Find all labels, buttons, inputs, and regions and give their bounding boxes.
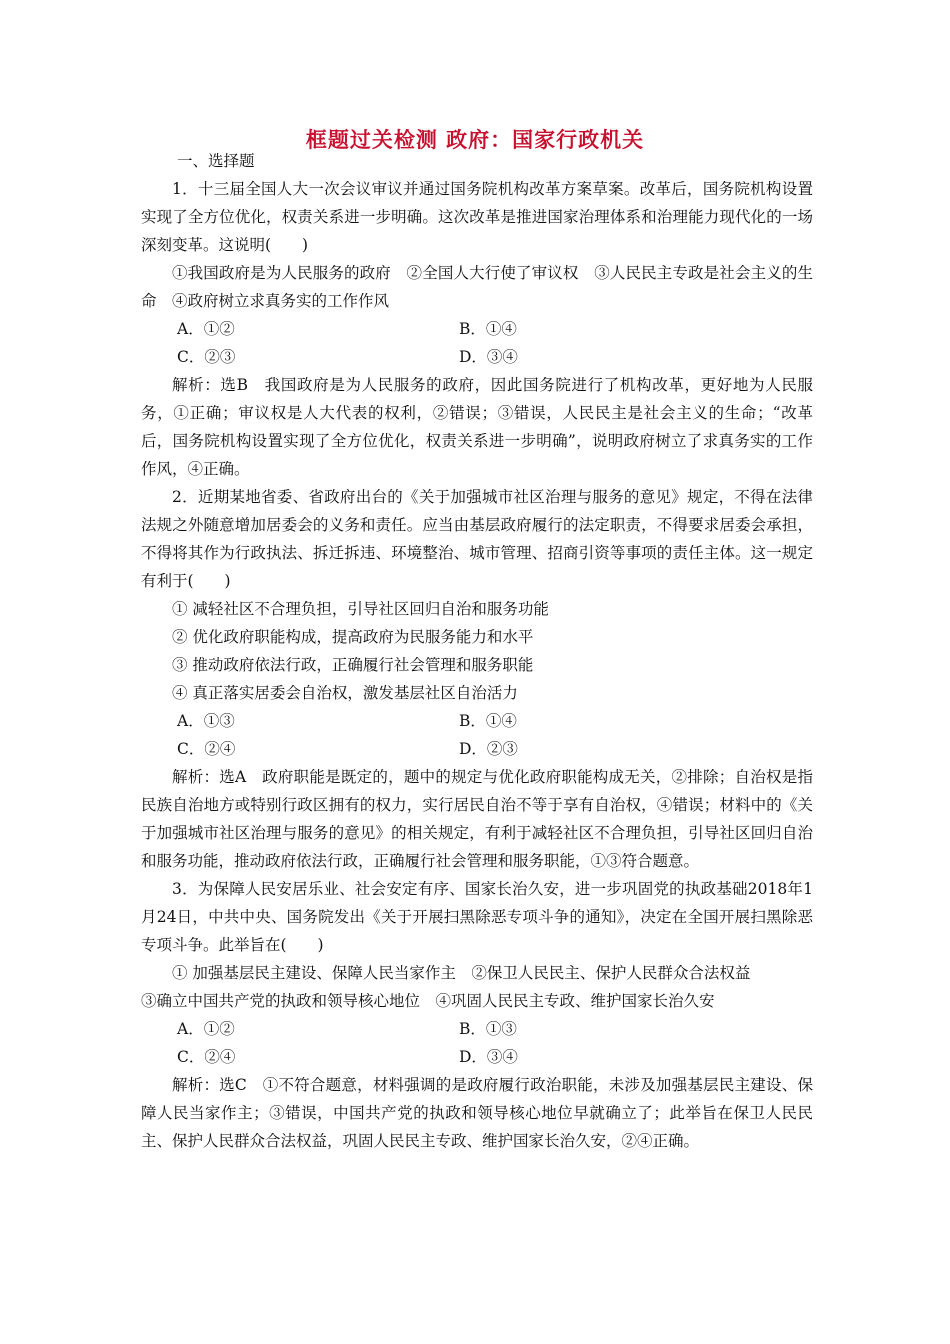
section-heading: 一、选择题: [177, 152, 255, 170]
question-3-items-line-2: ③确立中国共产党的执政和领导核心地位 ④巩固人民民主专政、维护国家长治久安: [141, 992, 715, 1010]
question-2-item-4: ④ 真正落实居委会自治权，激发基层社区自治活力: [172, 684, 518, 702]
question-1-option-b: B．①④: [459, 320, 517, 338]
question-3-option-a: A．①②: [177, 1020, 235, 1038]
question-1-items: ①我国政府是为人民服务的政府 ②全国人大行使了审议权 ③人民民主专政是社会主义的生命 ④政府树立求真务实的工作作风: [141, 264, 813, 310]
question-1-analysis: 解析：选B 我国政府是为人民服务的政府，因此国务院进行了机构改革，更好地为人民服务，①正确；审议权是人大代表的权利，②错误；③错误，人民民主是社会主义的生命；“改革后，国务院机构设置实现了全方位优化，权责关系进一步明确”，说明政府树立了求真务实的工作作风，④正确。: [141, 376, 813, 478]
question-1-option-d: D．③④: [459, 348, 518, 366]
question-3-options-row-1: [141, 1015, 813, 1043]
question-1-options-row-1: [141, 315, 813, 343]
question-3-option-c: C．②④: [177, 1048, 236, 1066]
question-1-option-c: C．②③: [177, 348, 236, 366]
question-3-option-d: D．③④: [459, 1048, 518, 1066]
document-body: [141, 147, 813, 1155]
question-2-option-c: C．②④: [177, 740, 236, 758]
question-2-item-1: ① 减轻社区不合理负担，引导社区回归自治和服务功能: [172, 600, 549, 618]
question-3-option-b: B．①③: [459, 1020, 517, 1038]
question-3-stem: 3．为保障人民安居乐业、社会安定有序、国家长治久安，进一步巩固党的执政基础2018年1月24日，中共中央、国务院发出《关于开展扫黑除恶专项斗争的通知》，决定在全国开展扫黑除恶专项斗争。此举旨在( ): [141, 880, 813, 954]
question-2-option-d: D．②③: [459, 740, 518, 758]
question-3-items-line-1: ① 加强基层民主建设、保障人民当家作主 ②保卫人民民主、保护人民群众合法权益: [172, 964, 751, 982]
question-2-options-row-1: [141, 707, 813, 735]
question-1-option-a: A．①②: [177, 320, 235, 338]
question-2-analysis: 解析：选A 政府职能是既定的，题中的规定与优化政府职能构成无关，②排除；自治权是指民族自治地方或特别行政区拥有的权力，实行居民自治不等于享有自治权，④错误；材料中的《关于加强城市社区治理与服务的意见》的相关规定，有利于减轻社区不合理负担，引导社区回归自治和服务功能，推动政府依法行政，正确履行社会管理和服务职能，①③符合题意。: [141, 768, 813, 870]
question-2-item-2: ② 优化政府职能构成，提高政府为民服务能力和水平: [172, 628, 534, 646]
question-1-stem: 1．十三届全国人大一次会议审议并通过国务院机构改革方案草案。改革后，国务院机构设置实现了全方位优化，权责关系进一步明确。这次改革是推进国家治理体系和治理能力现代化的一场深刻变革。这说明( ): [141, 180, 813, 254]
question-2-stem: 2．近期某地省委、省政府出台的《关于加强城市社区治理与服务的意见》规定，不得在法律法规之外随意增加居委会的义务和责任。应当由基层政府履行的法定职责，不得要求居委会承担，不得将其作为行政执法、拆迁拆违、环境整治、城市管理、招商引资等事项的责任主体。这一规定有利于( ): [141, 488, 813, 590]
question-3-options-row-2: [141, 1043, 813, 1071]
question-2-item-3: ③ 推动政府依法行政，正确履行社会管理和服务职能: [172, 656, 534, 674]
question-1-options-row-2: [141, 343, 813, 371]
page-title: 框题过关检测 政府：国家行政机关: [305, 127, 645, 152]
question-2-option-a: A．①③: [177, 712, 235, 730]
question-2-options-row-2: [141, 735, 813, 763]
question-3-analysis: 解析：选C ①不符合题意，材料强调的是政府履行政治职能，未涉及加强基层民主建设、保障人民当家作主；③错误，中国共产党的执政和领导核心地位早就确立了；此举旨在保卫人民民主、保护人民群众合法权益，巩固人民民主专政、维护国家长治久安，②④正确。: [141, 1076, 813, 1150]
question-2-option-b: B．①④: [459, 712, 517, 730]
